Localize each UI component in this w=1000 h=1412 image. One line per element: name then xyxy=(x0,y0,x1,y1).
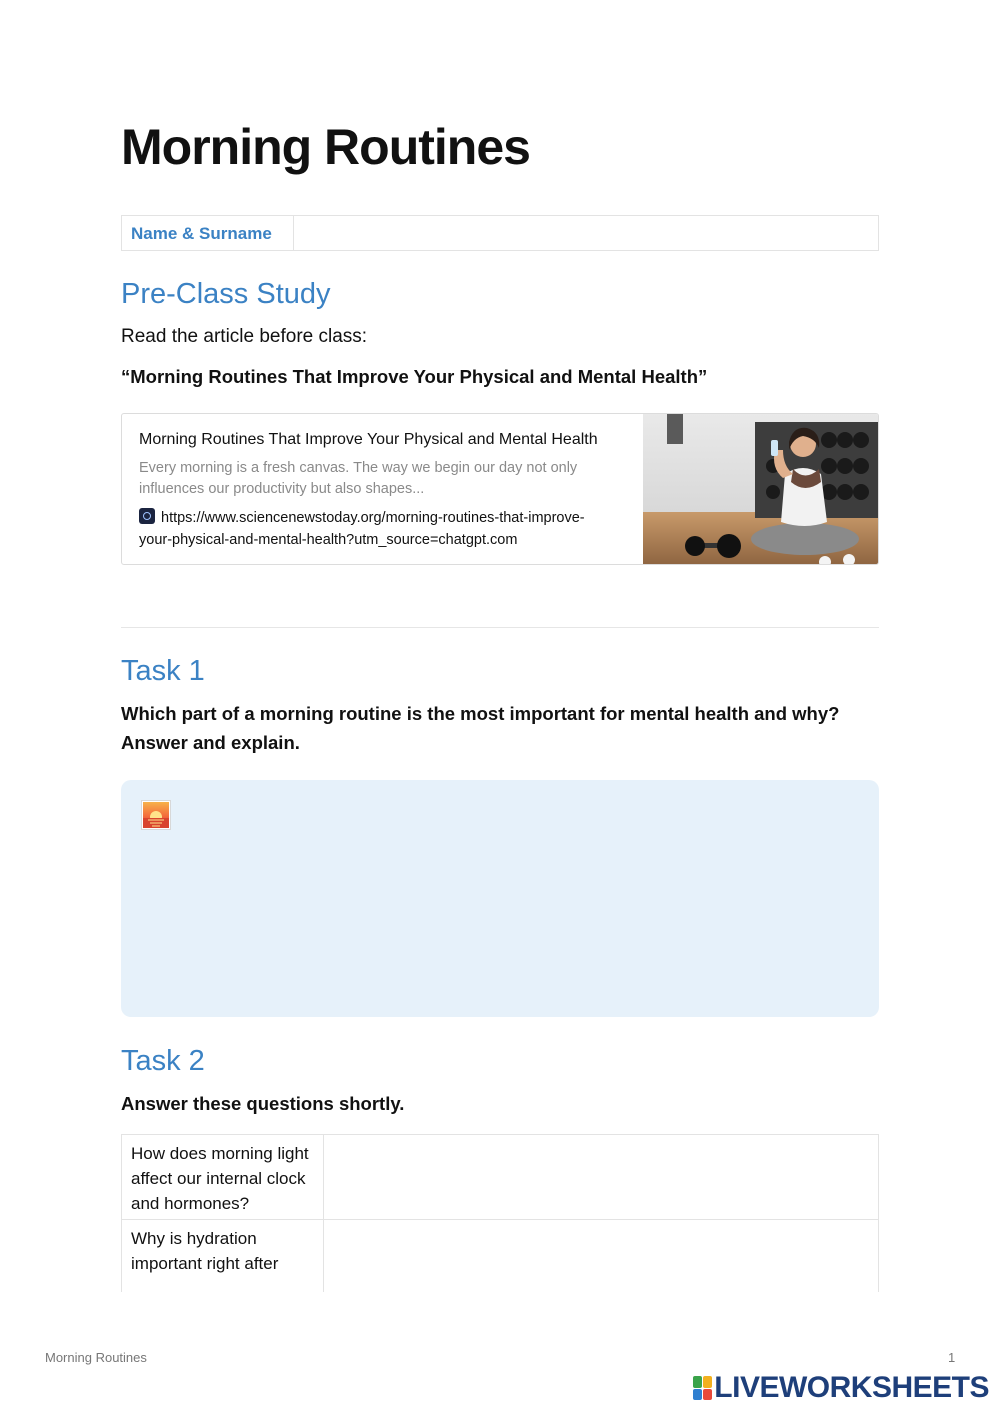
bookmark-url-line2: your-physical-and-mental-health?utm_source=chatgpt.com xyxy=(139,532,518,548)
table-row xyxy=(122,1220,878,1292)
question-cell: Why is hydration important right after xyxy=(122,1220,324,1292)
compass-icon xyxy=(139,508,155,524)
task1-answer-box[interactable] xyxy=(121,780,879,1017)
task1-question-line2: Answer and explain. xyxy=(121,732,300,753)
name-surname-label: Name & Surname xyxy=(122,216,294,250)
page-title: Morning Routines xyxy=(121,119,530,175)
task2-question-table xyxy=(121,1134,879,1292)
bookmark-description: Every morning is a fresh canvas. The way we begin our day not only influences our productivity but also shapes... xyxy=(139,460,578,497)
table-row xyxy=(122,1135,878,1220)
section-divider xyxy=(121,627,879,628)
name-surname-field[interactable] xyxy=(294,216,878,250)
footer-page-number: 1 xyxy=(948,1350,956,1365)
task2-instruction: Answer these questions shortly. xyxy=(121,1093,405,1114)
article-bookmark-card[interactable] xyxy=(121,413,879,565)
liveworksheets-wordmark: LIVEWORKSHEETS xyxy=(714,1371,989,1404)
answer-cell[interactable] xyxy=(324,1220,878,1292)
bookmark-url[interactable] xyxy=(139,507,627,551)
task1-question-line1: Which part of a morning routine is the most important for mental health and why? xyxy=(121,703,840,724)
pre-class-heading: Pre-Class Study xyxy=(121,278,331,310)
bookmark-url-line1: https://www.sciencenewstoday.org/morning-routines-that-improve- xyxy=(161,510,585,526)
task2-heading: Task 2 xyxy=(121,1045,205,1077)
article-title-quote: “Morning Routines That Improve Your Physical and Mental Health” xyxy=(121,366,708,387)
pre-class-instruction: Read the article before class: xyxy=(121,326,368,347)
liveworksheets-logo[interactable] xyxy=(693,1372,989,1404)
sunrise-icon xyxy=(141,800,171,830)
name-surname-table xyxy=(121,215,879,251)
question-cell: How does morning light affect our internal clock and hormones? xyxy=(122,1135,324,1219)
task1-heading: Task 1 xyxy=(121,655,205,687)
bookmark-title: Morning Routines That Improve Your Physical and Mental Health xyxy=(139,431,598,448)
liveworksheets-squares-icon xyxy=(693,1376,712,1400)
answer-cell[interactable] xyxy=(324,1135,878,1219)
woman-gym-water-image xyxy=(643,414,878,564)
footer-doc-title: Morning Routines xyxy=(45,1350,147,1365)
bookmark-text xyxy=(122,414,643,564)
